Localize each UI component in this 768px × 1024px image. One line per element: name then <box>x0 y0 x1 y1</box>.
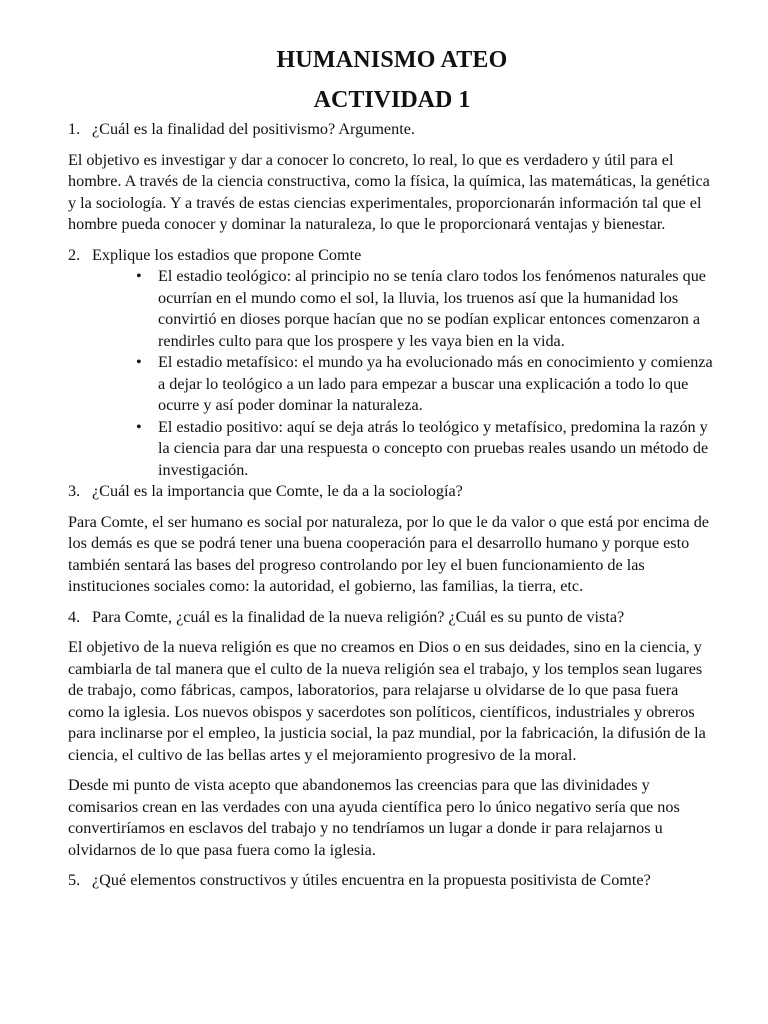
answer-4-paragraph-1: El objetivo de la nueva religión es que no creamos en Dios o en sus deidades, sino en la ciencia, y cambiarla de tal manera que el culto de la nueva religión sea el trabajo, y los templos sean lugares de trabajo, como fábricas, campos, laboratorios, para relajarse u olvidarse de lo que pasa fuera como la iglesia. Los nuevos obispos y sacerdotes son políticos, científicos, industriales y obreros para inclinarse por el empleo, la justicia social, la paz mundial, por la fabricación, la difusión de la ciencia, el cultivo de las bellas artes y el mejoramiento progresivo de la moral. <box>68 638 706 764</box>
list-item <box>136 352 716 417</box>
document-subtitle: ACTIVIDAD 1 <box>313 87 471 113</box>
list-item-text: El estadio teológico: al principio no se tenía claro todos los fenómenos naturales que ocurrían en el mundo como el sol, la lluvia, los truenos así que la humanidad los convirtió en dioses porque hacían que no se podían explicar entonces comenzaron a rendirles culto para que los prospere y les vaya bien en la vida. <box>158 267 706 350</box>
answer-4-paragraph-2: Desde mi punto de vista acepto que abandonemos las creencias para que las divinidades y comisarios crean en las verdades con una ayuda científica pero lo único negativo sería que nos convertiríamos en esclavos del trabajo y no tendríamos un lugar a donde ir para relajarnos u olvidarnos de lo que pasa fuera como la iglesia. <box>68 776 680 859</box>
stages-list <box>68 266 716 481</box>
question-3-text: ¿Cuál es la importancia que Comte, le da a la sociología? <box>92 482 463 500</box>
question-2-number: 2. <box>68 245 81 264</box>
answer-3: Para Comte, el ser humano es social por naturaleza, por lo que le da valor o que está por encima de los demás es que se podrá tener una buena cooperación para el desarrollo humano y porque esto también sentará las bases del progreso controlando por ley el buen funcionamiento de las instituciones sociales como: la autoridad, el gobierno, las familias, la tierra, etc. <box>68 512 709 595</box>
question-1-number: 1. <box>68 120 81 138</box>
question-3-number: 3. <box>68 482 81 500</box>
document-title: HUMANISMO ATEO <box>276 47 508 73</box>
bullet-icon: • <box>136 353 142 371</box>
question-3 <box>68 481 716 503</box>
question-4-number: 4. <box>68 607 81 626</box>
bullet-icon: • <box>136 417 142 436</box>
question-1-text: ¿Cuál es la finalidad del positivismo? Argumente. <box>92 120 415 138</box>
question-5-text: ¿Qué elementos constructivos y útiles encuentra en la propuesta positivista de Comte? <box>92 871 651 889</box>
list-item-text: El estadio positivo: aquí se deja atrás lo teológico y metafísico, predomina la razón y la ciencia para dar una respuesta o concepto con pruebas reales usando un método de investigación. <box>158 417 709 479</box>
question-4 <box>68 607 716 629</box>
bullet-icon: • <box>136 267 142 285</box>
list-item <box>136 417 716 482</box>
question-5 <box>68 870 716 892</box>
list-item <box>136 266 716 352</box>
question-1 <box>68 119 716 141</box>
question-2 <box>68 245 716 267</box>
question-2-text: Explique los estadios que propone Comte <box>92 245 362 264</box>
list-item-text: El estadio metafísico: el mundo ya ha evolucionado más en conocimiento y comienza a dejar lo teológico a un lado para empezar a buscar una explicación a todo lo que ocurre y así poder dominar la naturaleza. <box>158 353 713 414</box>
question-5-number: 5. <box>68 871 81 889</box>
answer-1: El objetivo es investigar y dar a conocer lo concreto, lo real, lo que es verdadero y útil para el hombre. A través de la ciencia constructiva, como la física, la química, las matemáticas, la genética y la sociología. Y a través de estas ciencias experimentales, proporcionarán información tal que el hombre pueda conocer y dominar la naturaleza, lo que le proporcionará ventajas y bienestar. <box>68 150 710 233</box>
question-4-text: Para Comte, ¿cuál es la finalidad de la nueva religión? ¿Cuál es su punto de vista? <box>92 607 625 626</box>
